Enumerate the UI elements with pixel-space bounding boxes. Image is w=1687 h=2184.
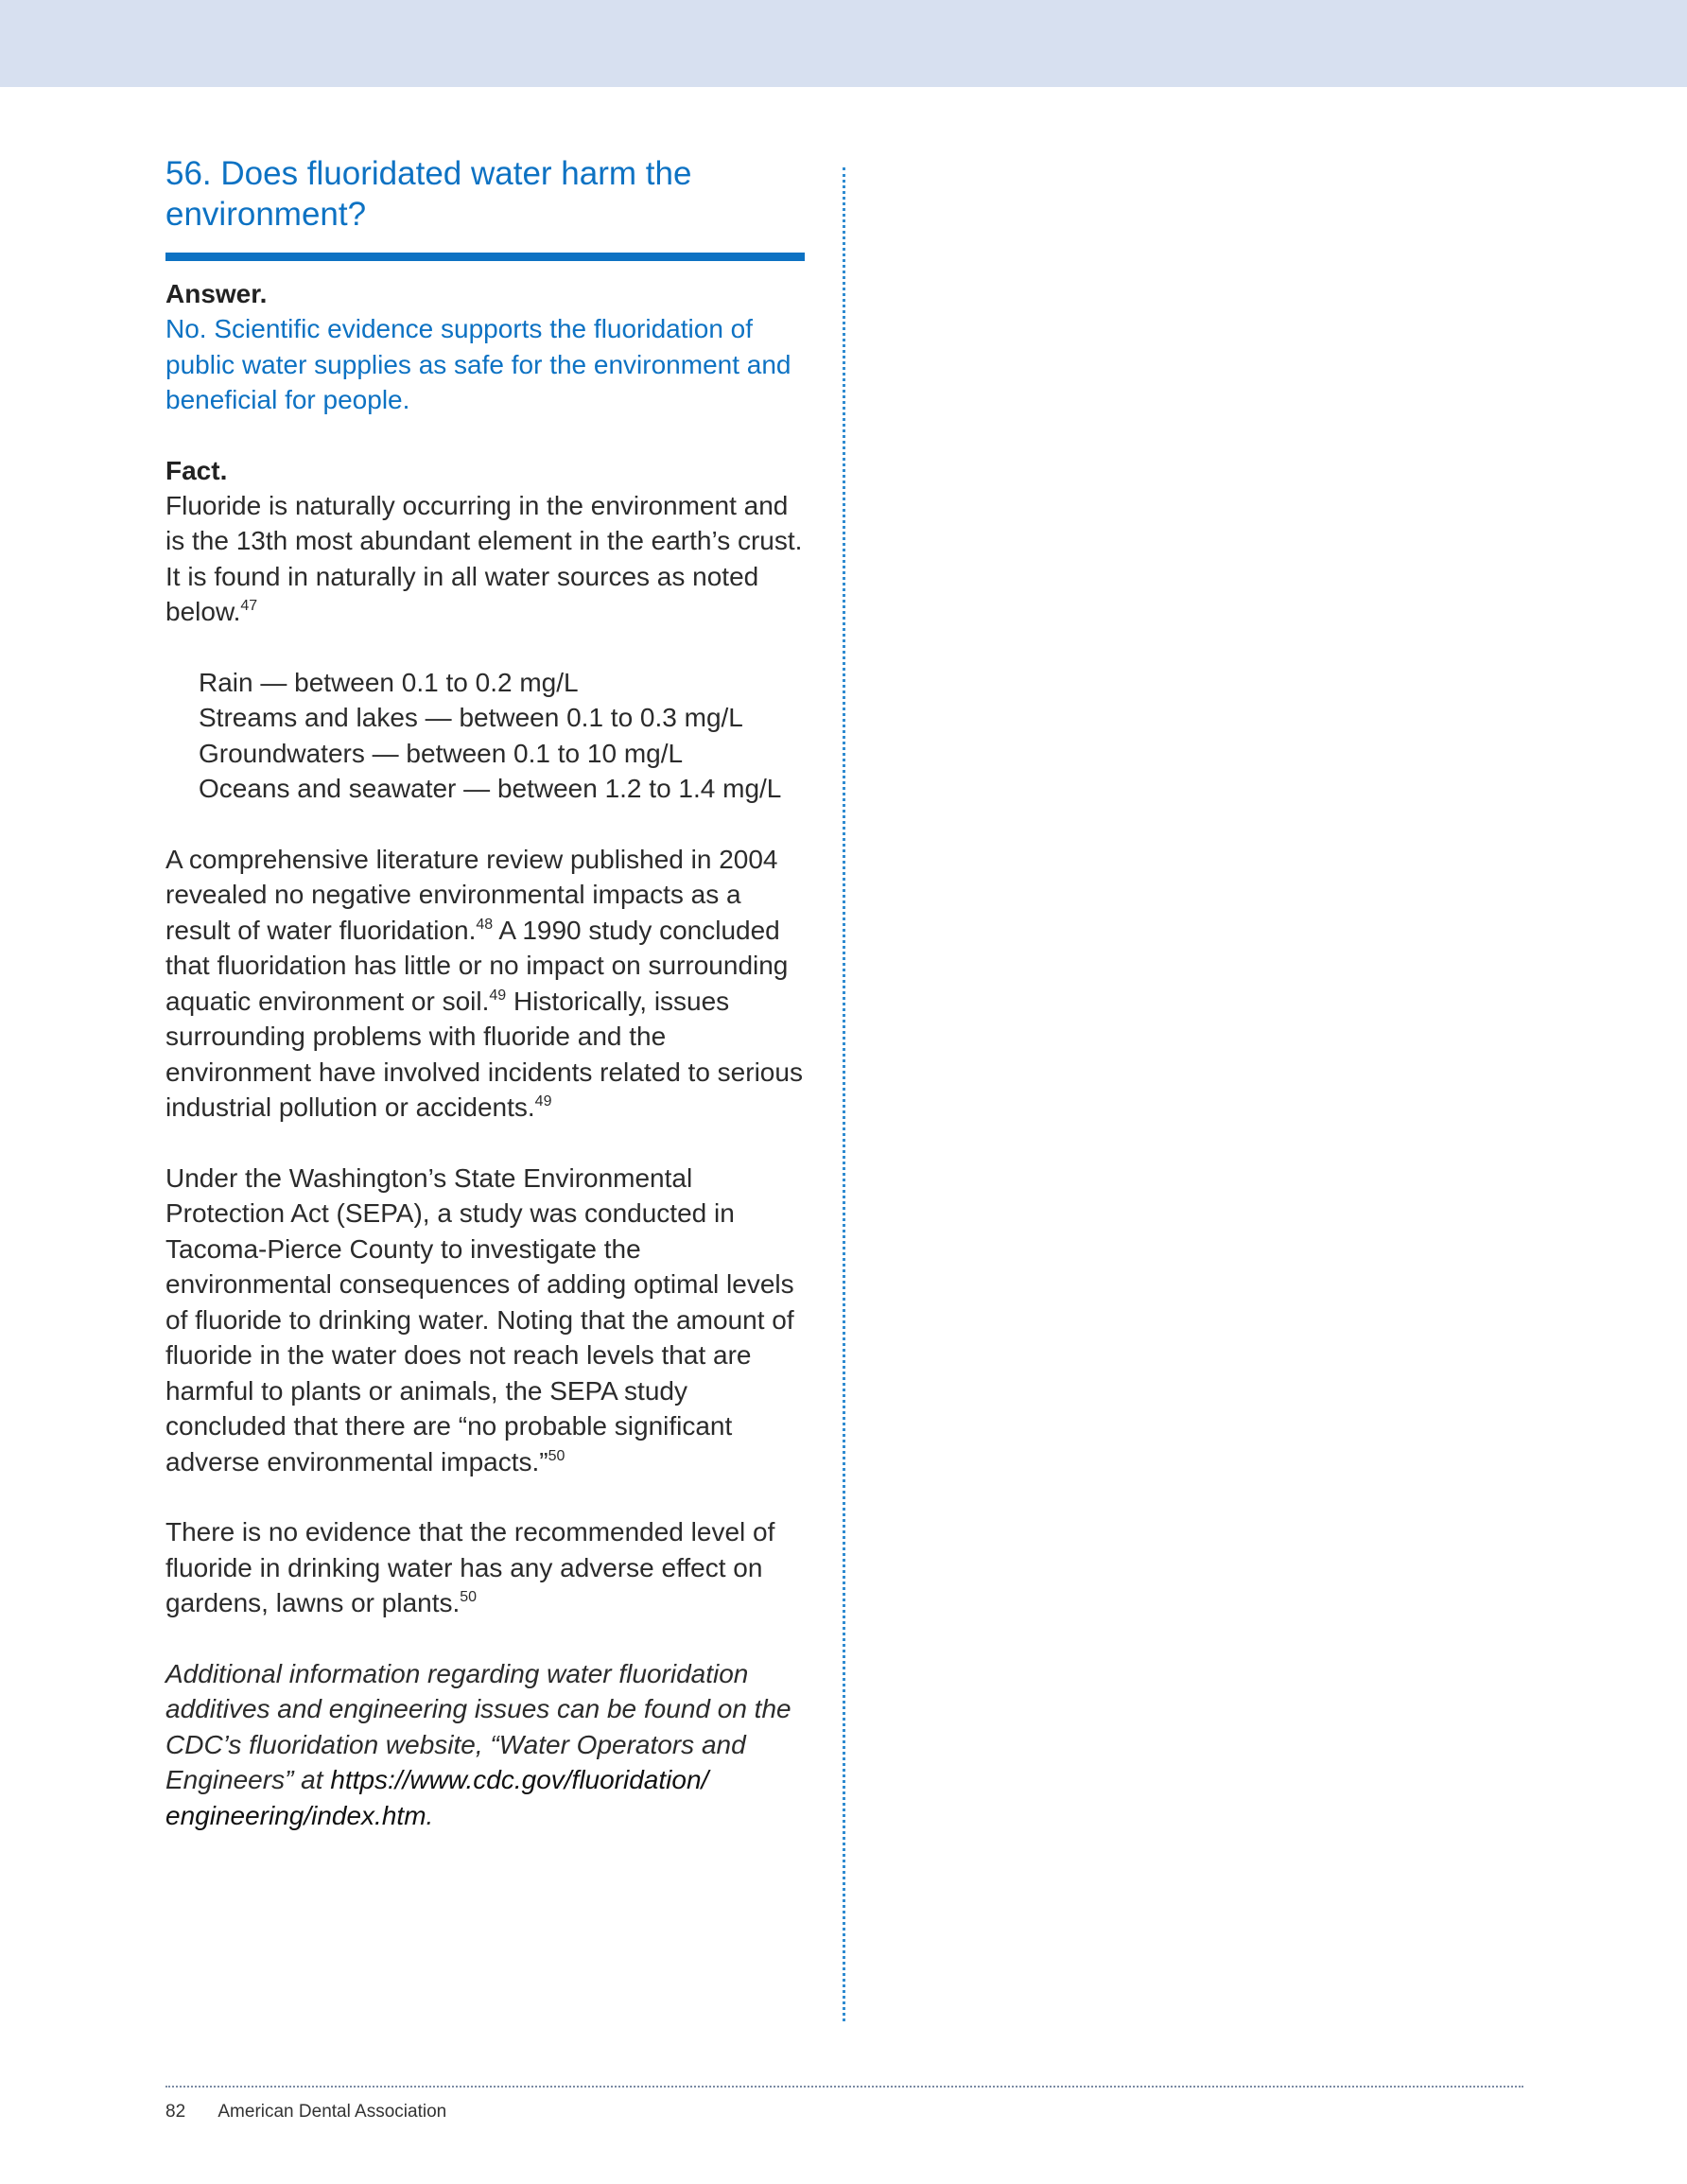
- paragraph-text: Under the Washington’s State Environmental Protection Act (SEPA), a study was conducted in Tacoma-Pierce County to investigate the environmental consequences of adding optimal levels of fluoride to drinking water. Noting that the amount of fluoride in the water does not reach levels that are harmful to plants or animals, the SEPA study concluded that there are “no probable significant adverse environmental impacts.”: [165, 1162, 794, 1476]
- fact-intro: [165, 488, 809, 630]
- list-item: Groundwaters — between 0.1 to 10 mg/L: [199, 738, 684, 768]
- footer-divider: [165, 2086, 1523, 2088]
- spacer: [165, 630, 809, 665]
- sepa-paragraph: [165, 1161, 809, 1480]
- answer-label: Answer.: [165, 279, 268, 308]
- citation-ref: 49: [489, 987, 507, 1004]
- spacer: [165, 1126, 809, 1161]
- spacer: [165, 418, 809, 453]
- footer-organization: American Dental Association: [217, 2102, 447, 2122]
- literature-review-paragraph: [165, 842, 809, 1126]
- column-divider: [843, 167, 845, 2021]
- spacer: [165, 1479, 809, 1514]
- title-rule: [165, 253, 805, 261]
- paragraph-text: There is no evidence that the recommended level of fluoride in drinking water has any adverse effect on gardens, lawns or plants.: [165, 1517, 775, 1617]
- additional-info-paragraph: [165, 1656, 809, 1834]
- citation-ref: 48: [476, 916, 494, 933]
- cdc-link[interactable]: https://www.cdc.gov/fluoridation/ engineering/index.htm: [165, 1765, 709, 1830]
- list-item: Streams and lakes — between 0.1 to 0.3 mg/L: [199, 703, 743, 732]
- spacer: [165, 1621, 809, 1656]
- water-sources-list: [165, 665, 809, 807]
- page-number: 82: [165, 2102, 186, 2122]
- header-band: [0, 0, 1687, 87]
- answer-text: No. Scientific evidence supports the fluoridation of public water supplies as safe for the environment and beneficial for people.: [165, 314, 791, 414]
- list-item: Rain — between 0.1 to 0.2 mg/L: [199, 667, 579, 697]
- page-title: 56. Does fluoridated water harm the environment?: [165, 155, 692, 233]
- fact-label: Fact.: [165, 455, 228, 485]
- paragraph-text: A 1990 study concluded that fluoridation has little or no impact on surrounding aquatic environment or soil.: [165, 915, 789, 1016]
- citation-ref: 47: [240, 598, 258, 614]
- list-item: Oceans and seawater — between 1.2 to 1.4 mg/L: [199, 774, 782, 803]
- paragraph-text: Additional information regarding water fluoridation additives and engineering issues can be found on the CDC’s fluoridation website, “Water Operators and Engineers” at: [165, 1658, 791, 1794]
- paragraph-text: .: [426, 1800, 434, 1830]
- citation-ref: 49: [534, 1093, 552, 1109]
- citation-ref: 50: [460, 1589, 478, 1605]
- paragraph-text: Historically, issues surrounding problems with fluoride and the environment have involved incidents related to serious industrial pollution or accidents.: [165, 986, 803, 1122]
- spacer: [165, 807, 809, 842]
- fact-intro-text: Fluoride is naturally occurring in the environment and is the 13th most abundant element in the earth’s crust. It is found in naturally in all water sources as noted below.: [165, 490, 803, 626]
- main-column: [165, 153, 809, 1833]
- page-footer: [165, 2102, 446, 2123]
- paragraph-text: A comprehensive literature review published in 2004 revealed no negative environmental impacts as a result of water fluoridation.: [165, 844, 778, 945]
- citation-ref: 50: [548, 1447, 565, 1464]
- no-evidence-paragraph: [165, 1514, 809, 1621]
